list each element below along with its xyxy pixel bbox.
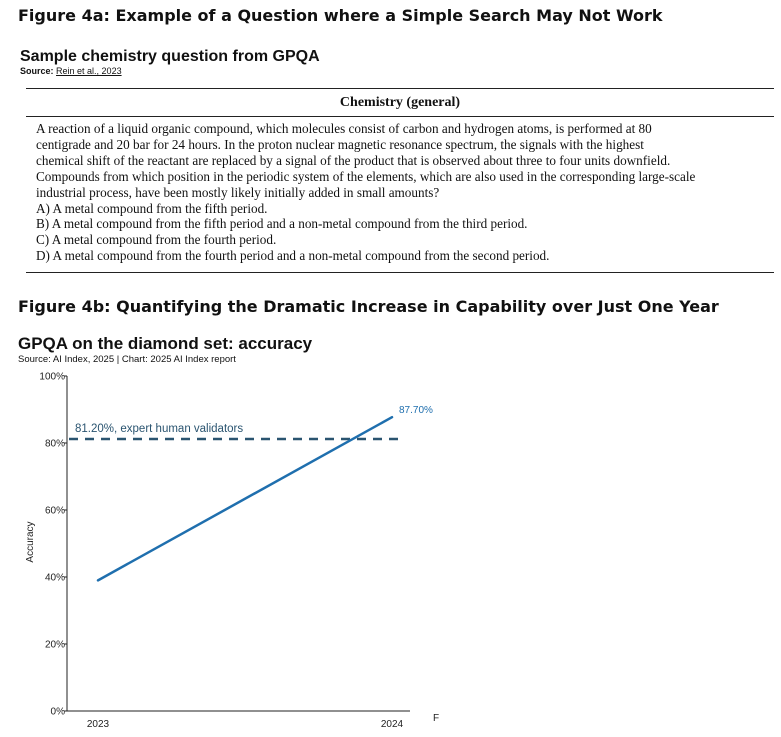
y-tick-label: 0%: [50, 706, 65, 718]
chart-title: GPQA on the diamond set: accuracy: [18, 334, 313, 353]
answer-option-a: A) A metal compound from the fifth period.: [36, 200, 268, 216]
y-tick-label: 20%: [44, 639, 65, 651]
answer-option-d: D) A metal compound from the fourth period and a non-metal compound from the second period.: [36, 248, 550, 264]
answer-option-b: B) A metal compound from the fifth period and a non-metal compound from the third period.: [36, 216, 528, 232]
y-tick-label: 40%: [44, 572, 65, 584]
y-axis-title: Accuracy: [25, 521, 36, 563]
end-value-label: 87.70%: [399, 405, 433, 417]
stray-label: F: [433, 713, 440, 724]
y-tick-label: 100%: [39, 371, 65, 383]
sample-question-title: Sample chemistry question from GPQA: [20, 48, 320, 65]
answer-option-c: C) A metal compound from the fourth period.: [36, 232, 277, 248]
y-tick-label: 80%: [44, 438, 65, 450]
figure-4b-title: Figure 4b: Quantifying the Dramatic Increase in Capability over Just One Year: [18, 297, 719, 316]
x-tick-label: 2023: [86, 719, 110, 730]
source-link[interactable]: Rein et al., 2023: [56, 66, 122, 76]
chart-source: Source: AI Index, 2025 | Chart: 2025 AI Index report: [18, 354, 236, 365]
y-tick-label: 60%: [44, 505, 65, 517]
question-line: Compounds from which position in the periodic system of the elements, which are also used in the corresponding large-scale: [36, 168, 696, 184]
figure-4a-title: Figure 4a: Example of a Question where a Simple Search May Not Work: [18, 6, 663, 25]
source-label: Source:: [20, 66, 54, 76]
question-line: industrial process, have been mostly likely initially added in small amounts?: [36, 184, 440, 200]
table-header: Chemistry (general): [26, 89, 774, 117]
reference-line-label: 81.20%, expert human validators: [75, 422, 244, 435]
accuracy-series-line: [98, 417, 392, 580]
question-line: centigrade and 20 bar for 24 hours. In the proton nuclear magnetic resonance spectrum, the signals with the highest: [36, 136, 644, 152]
question-line: chemical shift of the reactant are replaced by a signal of the product that is observed about three to four units downfield.: [36, 152, 671, 168]
question-line: A reaction of a liquid organic compound, which molecules consist of carbon and hydrogen atoms, is performed at 80: [36, 121, 652, 136]
x-tick-label: 2024: [380, 719, 404, 730]
